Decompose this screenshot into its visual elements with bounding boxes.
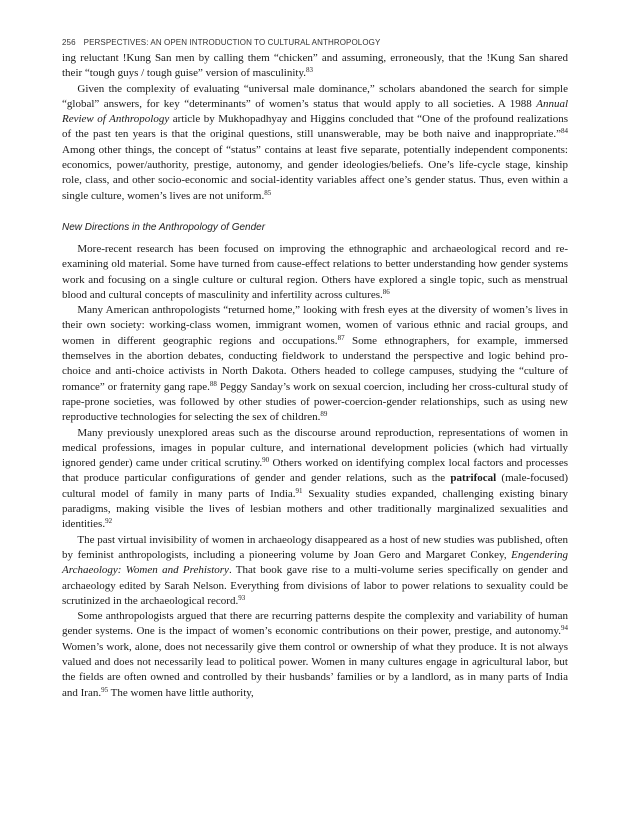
text-run: Many previously unexplored areas such as the discourse around reproduction, representations of women in medical professions, images in popular culture, and international development policies (which had virtually ignored gender) came under critical scrutiny. <box>62 426 568 470</box>
footnote-ref[interactable]: 87 <box>337 333 345 342</box>
footnote-ref[interactable]: 94 <box>561 624 568 633</box>
paragraph <box>62 609 568 701</box>
section-heading: New Directions in the Anthropology of Gender <box>62 221 266 233</box>
text-run: . That book gave rise to a multi-volume series specifically on gender and archaeology edited by Sarah Nelson. Everything from divisions of labor to power relations to sexuality could be scrutinized in the archaeological record. <box>62 564 569 607</box>
italic-title: Engendering Archaeology: Women and Prehistory <box>62 548 568 577</box>
italic-title: Annual Review of Anthropology <box>62 97 568 126</box>
paragraph <box>62 242 568 303</box>
footnote-ref[interactable]: 95 <box>101 685 109 694</box>
paragraph <box>62 533 568 609</box>
page-number: 256 <box>62 38 76 47</box>
paragraph <box>62 426 568 533</box>
footnote-ref[interactable]: 90 <box>262 456 270 465</box>
footnote-ref[interactable]: 84 <box>561 127 568 136</box>
footnote-ref[interactable]: 93 <box>238 593 246 602</box>
text-run: ing reluctant !Kung San men by calling them “chicken” and assuming, erroneously, that the !Kung San shared their “tough guys / tough guise” version of masculinity. <box>62 52 568 80</box>
footnote-ref[interactable]: 86 <box>382 287 390 296</box>
text-run: Peggy Sanday’s work on sexual coercion, including her cross-cultural study of rape-prone societies, was followed by other studies of power-coercion-gender relationships, such as using new reproductive technologies for selecting the sex of children. <box>62 380 568 424</box>
text-run: Some anthropologists argued that there are recurring patterns despite the complexity and variability of human gender systems. One is the impact of women’s economic contributions on their power, prestige, and autonomy. <box>62 610 568 638</box>
text-run: Given the complexity of evaluating “universal male dominance,” scholars abandoned the search for simple “global” answers, for key “determinants” of women’s status that would apply to all societies. A 1988 <box>62 82 568 110</box>
paragraph <box>62 303 568 425</box>
text-run: article by Mukhopadhyay and Higgins concluded that “One of the profound realizations of the past ten years is that the original questions, still unanswerable, may be both naive and inappropriate.” <box>62 113 569 141</box>
footnote-ref[interactable]: 88 <box>209 379 217 388</box>
text-run: Among other things, the concept of “status” contains at least five separate, potentially independent components: economics, power/authority, prestige, autonomy, and gender ideologies/beliefs. One’s life-cycle stage, kinship role, class, and other socio-economic and social-identity variables affect one’s gender status. Thus, even within a single culture, women’s lives are not uniform. <box>62 143 568 202</box>
text-run: More-recent research has been focused on improving the ethnographic and archaeological record and re-examining old material. Some have turned from cause-effect relations to better understanding how gender systems work and focusing on a single culture or cultural region. Others have explored a single topic, such as menstrual blood and cultural concepts of masculinity and infertility across cultures. <box>62 242 568 301</box>
paragraph <box>62 51 568 82</box>
text-run: Women’s work, alone, does not necessarily give them control or ownership of what they produce. It is not always valued and does not necessarily lead to political power. Women in many cultures engage in agricultural labor, but the fields are often owned and controlled by their husbands’ families or by a landlord, as in many parts of India and Iran. <box>62 640 568 699</box>
body-text-bottom <box>62 242 568 701</box>
text-run: The women have little authority, <box>108 686 254 699</box>
text-run: Others worked on identifying complex local factors and processes that produce particular configurations of gender and gender relations, such as the <box>62 457 568 485</box>
footnote-ref[interactable]: 91 <box>295 486 303 495</box>
running-head <box>62 38 568 47</box>
body-text-top <box>62 51 568 204</box>
text-run: Sexuality studies expanded, challenging existing binary paradigms, making visible the lives of lesbian mothers and other traditionally marginalized sexualities and identities. <box>62 487 569 531</box>
text-run: The past virtual invisibility of women in archaeology disappeared as a host of new studies was published, often by feminist anthropologists, including a pioneering volume by Joan Gero and Margaret Conkey, <box>62 533 568 561</box>
paragraph <box>62 82 568 204</box>
footnote-ref[interactable]: 83 <box>306 66 313 75</box>
text-run: (male-focused) cultural model of family in many parts of India. <box>62 472 569 500</box>
book-title: PERSPECTIVES: AN OPEN INTRODUCTION TO CULTURAL ANTHROPOLOGY <box>83 38 381 47</box>
text-run: Some ethnographers, for example, immersed themselves in the abortion debates, conducting fieldwork to understand the perspective and logic behind pro-choice and anti-choice activists in North Dakota. Others headed to college campuses, studying the “culture of romance” or fraternity gang rape. <box>62 334 568 393</box>
footnote-ref[interactable]: 85 <box>264 188 272 197</box>
page <box>62 38 568 701</box>
footnote-ref[interactable]: 89 <box>320 410 328 419</box>
bold-term: patrifocal <box>450 472 497 485</box>
footnote-ref[interactable]: 92 <box>105 517 113 526</box>
text-run: Many American anthropologists “returned home,” looking with fresh eyes at the diversity of women’s lives in their own society: working-class women, immigrant women, women of various ethnic and racial groups, and women in different geographic regions and occupations. <box>62 304 568 347</box>
